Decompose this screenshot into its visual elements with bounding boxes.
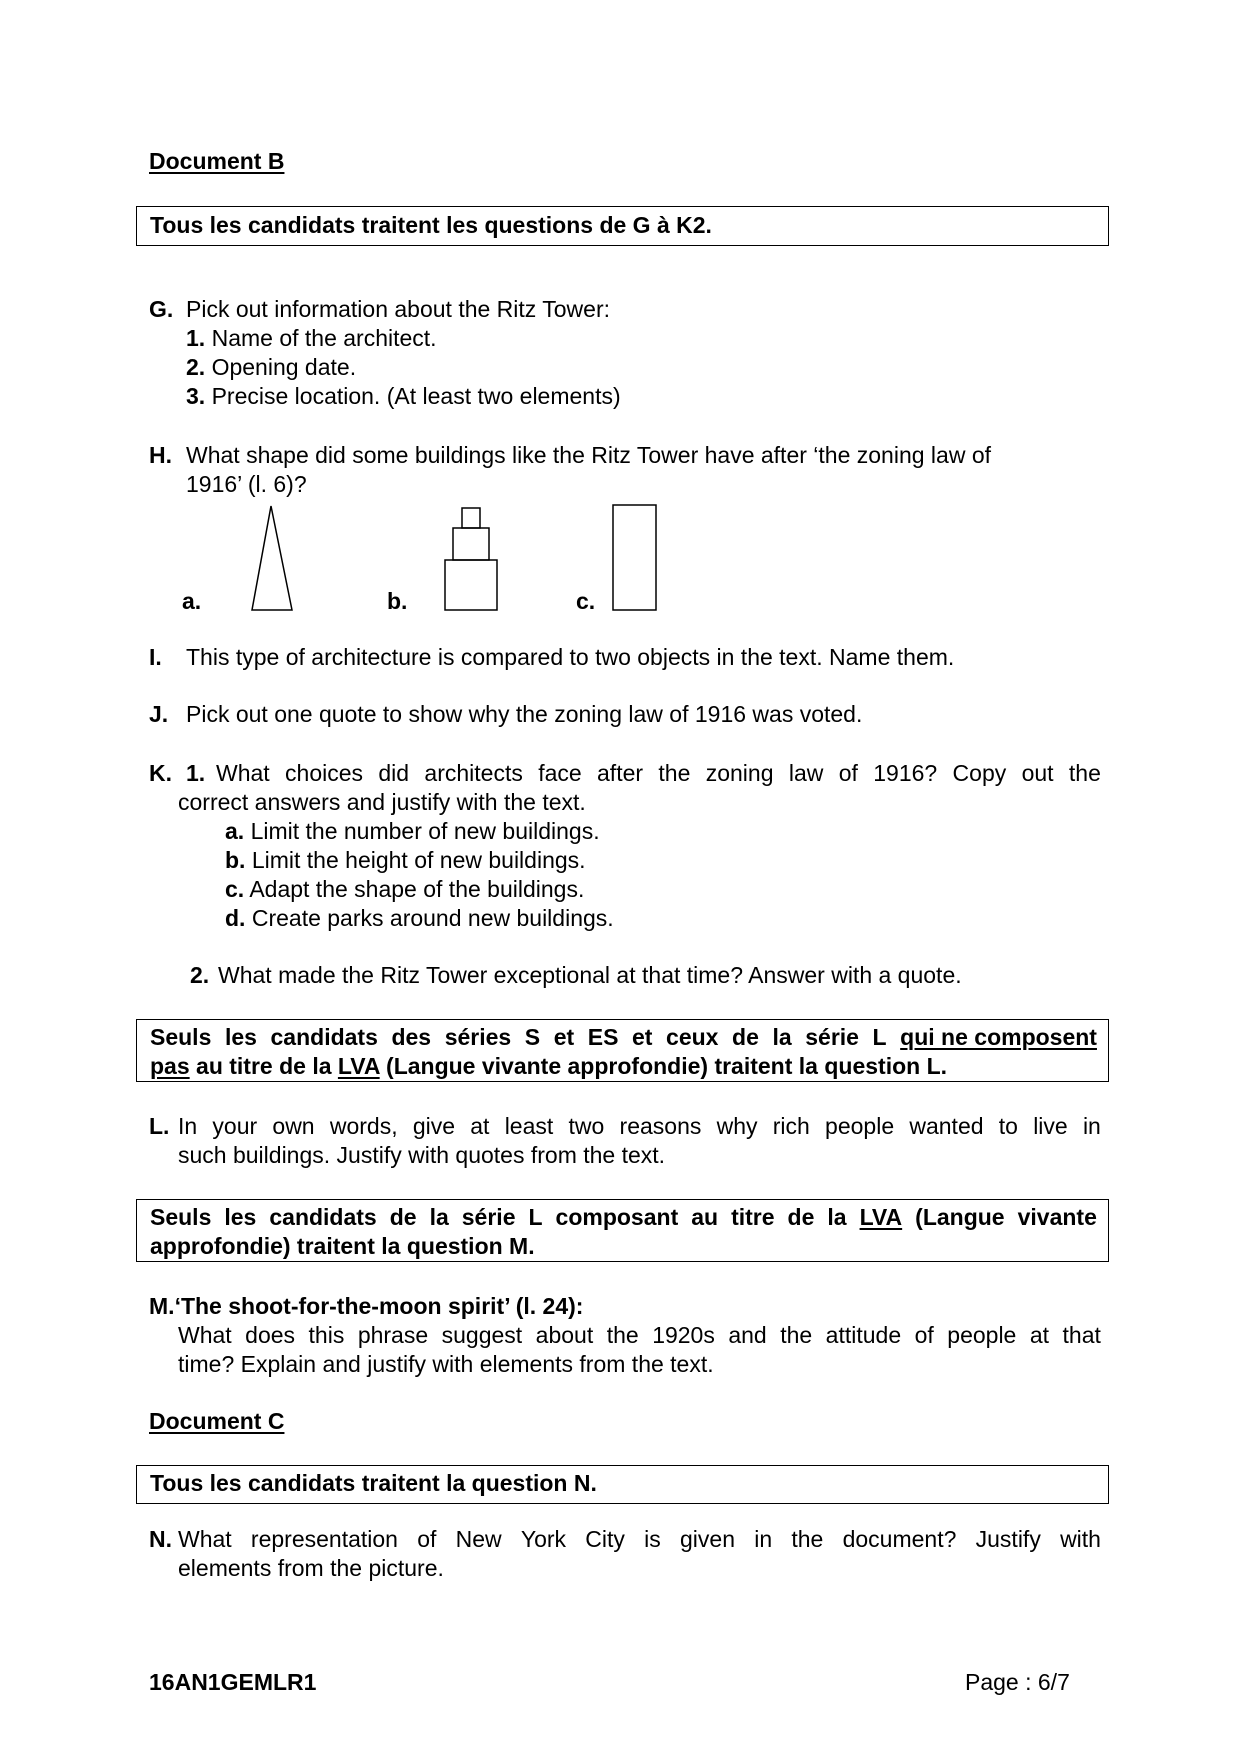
shape-a-spire [252, 506, 292, 610]
instruction-box-g-k2 [136, 206, 1109, 246]
question-g-item-3: 3. Precise location. (At least two elements) [186, 383, 621, 409]
question-k-letter: K. [149, 760, 172, 786]
instruction-box-l-line-2: pas au titre de la LVA (Langue vivante approfondie) traitent la question L. [150, 1053, 948, 1079]
question-i-text: This type of architecture is compared to two objects in the text. Name them. [186, 644, 955, 670]
question-k-option-b: b. Limit the height of new buildings. [225, 847, 586, 873]
footer-page-number: Page : 6/7 [965, 1669, 1070, 1695]
option-c-label: c. [576, 588, 596, 614]
question-m-title: M.‘The shoot-for-the-moon spirit’ (l. 24): [149, 1293, 584, 1319]
question-j-text: Pick out one quote to show why the zoning law of 1916 was voted. [186, 701, 863, 727]
question-i-letter: I. [149, 644, 162, 670]
question-h-letter: H. [149, 442, 172, 468]
question-n-letter: N. [149, 1526, 172, 1552]
question-k-option-a: a. Limit the number of new buildings. [225, 818, 600, 844]
shape-b-top [462, 508, 480, 528]
question-g-letter: G. [149, 296, 174, 322]
question-n-line-1: What representation of New York City is given in the document? Justify with [178, 1526, 1101, 1552]
instruction-box-l-line-1: Seuls les candidats des séries S et ES et ceux de la série L qui ne composent [150, 1024, 1097, 1050]
instruction-text: Tous les candidats traitent les questions de G à K2. [150, 212, 712, 238]
question-n-line-2: elements from the picture. [178, 1555, 444, 1581]
footer-code: 16AN1GEMLR1 [149, 1669, 317, 1695]
question-h-line-2: 1916’ (l. 6)? [186, 471, 307, 497]
question-l-line-2: such buildings. Justify with quotes from the text. [178, 1142, 666, 1168]
question-k-option-d: d. Create parks around new buildings. [225, 905, 614, 931]
question-h-line-1: What shape did some buildings like the Ritz Tower have after ‘the zoning law of [186, 442, 992, 468]
question-g-item-2: 2. Opening date. [186, 354, 357, 380]
shape-b-middle [453, 528, 489, 560]
question-g-text: Pick out information about the Ritz Tower: [186, 296, 611, 322]
option-b-label: b. [387, 588, 408, 614]
shape-b-base [445, 560, 497, 610]
instruction-box-n-text: Tous les candidats traitent la question N. [150, 1470, 597, 1496]
building-shape-figures [240, 500, 660, 615]
question-m-line-2: time? Explain and justify with elements from the text. [178, 1351, 714, 1377]
question-m-line-1: What does this phrase suggest about the 1920s and the attitude of people at that [178, 1322, 1101, 1348]
question-j-letter: J. [149, 701, 169, 727]
instruction-box-m-line-2: approfondie) traitent la question M. [150, 1233, 535, 1259]
instruction-box-m-line-1: Seuls les candidats de la série L composant au titre de la LVA (Langue vivante [150, 1204, 1097, 1230]
question-k-1-line-2: correct answers and justify with the text. [178, 789, 586, 815]
instruction-box-m [136, 1199, 1109, 1262]
document-c-heading: Document C [149, 1408, 285, 1434]
shape-c-slab [613, 505, 656, 610]
question-k-2-text: What made the Ritz Tower exceptional at that time? Answer with a quote. [218, 962, 962, 988]
question-l-line-1: In your own words, give at least two reasons why rich people wanted to live in [178, 1113, 1101, 1139]
question-l-letter: L. [149, 1113, 170, 1139]
instruction-box-l [136, 1019, 1109, 1082]
question-k-1-line-1: What choices did architects face after the zoning law of 1916? Copy out the [216, 760, 1101, 786]
question-k-1-num: 1. [186, 760, 206, 786]
question-k-2-num: 2. [190, 962, 210, 988]
option-a-label: a. [182, 588, 202, 614]
document-b-heading: Document B [149, 148, 285, 174]
question-k-option-c: c. Adapt the shape of the buildings. [225, 876, 585, 902]
question-g-item-1: 1. Name of the architect. [186, 325, 437, 351]
instruction-box-n [136, 1465, 1109, 1504]
